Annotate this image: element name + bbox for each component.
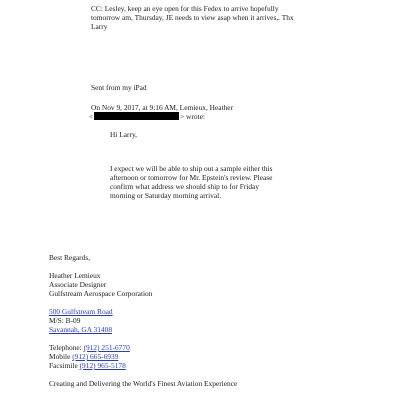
- cc-line-3: Larry: [91, 22, 108, 31]
- signature-closing: Best Regards,: [49, 253, 91, 262]
- quoted-body-line-3: confirm what address we should ship to for Friday: [110, 182, 260, 191]
- telephone-row: [49, 343, 130, 352]
- facsimile-label: Facsimile: [49, 361, 80, 370]
- signature-title: Associate Designer: [49, 280, 107, 289]
- address-ms: M/S: B-09: [49, 316, 81, 325]
- quoted-body-line-2: afternoon or tomorrow for Mr. Epstein's review. Please: [110, 173, 273, 182]
- telephone-label: Telephone:: [49, 343, 84, 352]
- address-street-link[interactable]: 500 Gulfstream Road: [49, 307, 113, 316]
- signature-company: Gulfstream Aerospace Corporation: [49, 289, 153, 298]
- facsimile-link[interactable]: (912) 965-5178: [79, 361, 126, 370]
- telephone-link[interactable]: (912) 251-6770: [83, 343, 130, 352]
- facsimile-row: [49, 361, 126, 370]
- mobile-label: Mobile: [49, 352, 73, 361]
- quote-header-line: On Nov 9, 2017, at 9:16 AM, Lemieux, Heather: [91, 103, 234, 112]
- quoted-greeting: Hi Larry,: [110, 130, 138, 139]
- cc-line-2: tomorrow am, Thursday, JE needs to view asap when it arrives,. Thx: [91, 13, 294, 22]
- mobile-link[interactable]: (912) 665-6939: [72, 352, 119, 361]
- quoted-body-line-4: morning or Saturday morning arrival.: [110, 191, 222, 200]
- mobile-row: [49, 352, 118, 361]
- cc-line-1: CC: Lesley, keep an eye open for this Fedex to arrive hopefully: [91, 4, 279, 13]
- quote-open-bracket: <: [89, 112, 94, 121]
- address-city-link[interactable]: Savannah, GA 31408: [49, 325, 113, 334]
- signature-tagline: Creating and Delivering the World's Finest Aviation Experience: [49, 379, 238, 388]
- redaction-bar: [94, 112, 179, 120]
- quoted-body-line-1: I expect we will be able to ship out a sample either this: [110, 164, 273, 173]
- sent-from-line: Sent from my iPad: [91, 83, 147, 92]
- signature-name: Heather Lemieux: [49, 271, 101, 280]
- quote-wrote-label: > wrote:: [180, 112, 205, 121]
